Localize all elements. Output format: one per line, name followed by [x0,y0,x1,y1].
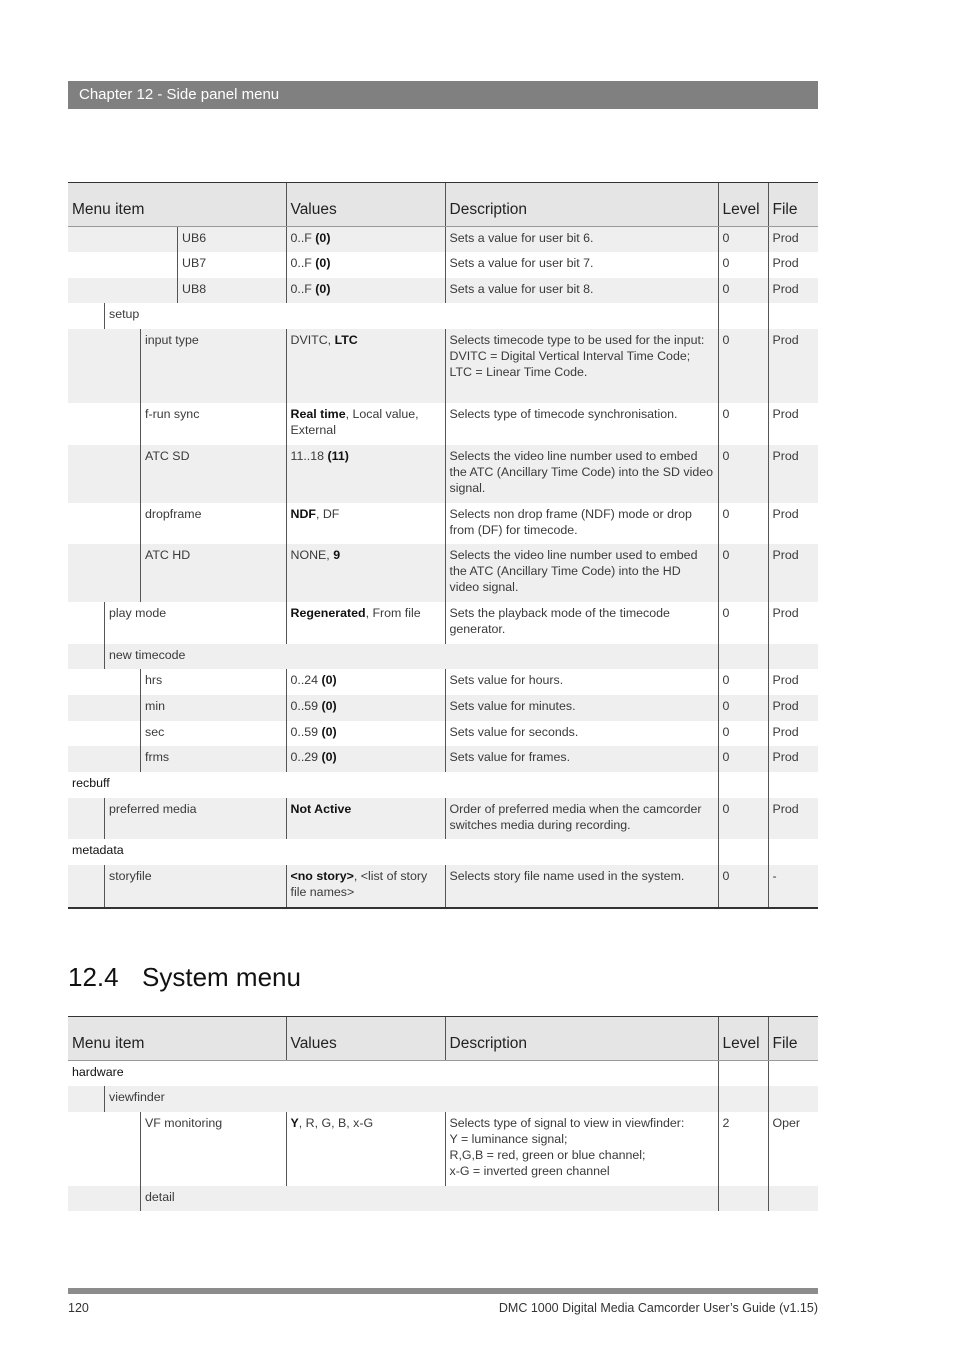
file-cell: Prod [768,695,818,721]
description-cell: Sets a value for user bit 6. [445,227,718,253]
table-row [68,669,818,695]
default-value: <no story> [290,869,354,883]
value-text: , Local value, External [290,407,419,437]
default-value: (0) [315,282,331,296]
menu-item-label: storyfile [104,865,286,907]
table-row [68,695,818,721]
values-cell [286,252,445,278]
menu-item-label: viewfinder [104,1086,286,1112]
menu-item-label: dropframe [140,503,286,544]
value-text: NONE, [290,548,334,562]
empty-cell [768,839,818,865]
menu-item-label: f-run sync [140,403,286,445]
empty-cell [286,772,718,798]
values-cell [286,278,445,303]
menu-item-label: min [140,695,286,721]
section-number: 12.4 [68,962,119,992]
default-value: NDF [290,507,316,521]
file-cell: Prod [768,544,818,602]
description-cell: Selects the video line number used to embed the ATC (Ancillary Time Code) into the SD video signal. [445,445,718,503]
values-cell [286,544,445,602]
level-cell: 0 [718,227,768,253]
menu-item-label: preferred media [104,798,286,839]
file-cell: - [768,865,818,908]
menu-item-label: new timecode [104,644,286,669]
description-cell: Selects type of signal to view in viewfinder: Y = luminance signal; R,G,B = red, green or blue channel; x-G = inverted green channel [445,1112,718,1186]
values-cell [286,721,445,746]
table-row [68,746,818,772]
description-cell: Sets a value for user bit 8. [445,278,718,303]
value-text: 11..18 [290,449,328,463]
col-header-values: Values [286,1017,445,1061]
section-title [68,962,301,993]
empty-cell [768,1186,818,1211]
description-cell: Selects story file name used in the system. [445,865,718,908]
col-header-values: Values [286,183,445,227]
file-cell: Prod [768,602,818,644]
level-cell: 0 [718,669,768,695]
menu-table-system [68,1016,818,1211]
table-row [68,602,818,644]
menu-table-timecode [68,182,818,909]
empty-cell [768,1086,818,1112]
table-row [68,772,818,798]
file-cell: Prod [768,278,818,303]
menu-item-label: hrs [140,669,286,695]
file-cell: Prod [768,227,818,253]
file-cell: Prod [768,503,818,544]
values-cell [286,669,445,695]
empty-cell [768,772,818,798]
level-cell: 0 [718,798,768,839]
default-value: (0) [321,699,337,713]
value-text: 0..F [290,282,316,296]
table-row [68,1112,818,1186]
menu-item-label: input type [140,329,286,403]
values-cell [286,329,445,403]
default-value: (0) [315,256,331,270]
table-row [68,445,818,503]
table-row [68,644,818,669]
document-title: DMC 1000 Digital Media Camcorder User’s Guide (v1.15) [498,1301,818,1315]
default-value: Not Active [290,802,352,816]
menu-item-label: sec [140,721,286,746]
table-row [68,503,818,544]
menu-item-label: ATC HD [140,544,286,602]
menu-item-label: metadata [72,843,124,857]
col-header-level: Level [718,183,768,227]
empty-cell [768,1061,818,1087]
empty-cell [286,1086,718,1112]
file-cell: Prod [768,329,818,403]
description-cell: Sets value for seconds. [445,721,718,746]
menu-item-label: setup [104,303,286,329]
menu-item-label: ATC SD [140,445,286,503]
description-cell: Selects timecode type to be used for the input: DVITC = Digital Vertical Interval Time Code; LTC = Linear Time Code. [445,329,718,403]
empty-cell [286,1186,718,1211]
level-cell: 0 [718,503,768,544]
level-cell: 0 [718,329,768,403]
table-body [68,227,818,909]
table-row [68,329,818,403]
level-cell: 2 [718,1112,768,1186]
empty-cell [768,303,818,329]
level-cell: 0 [718,544,768,602]
description-cell: Sets value for hours. [445,669,718,695]
level-cell: 0 [718,746,768,772]
values-cell [286,445,445,503]
menu-item-label: detail [140,1186,286,1211]
default-value: (11) [327,449,349,463]
value-text: 0..59 [290,699,322,713]
file-cell: Prod [768,403,818,445]
default-value: LTC [334,333,358,347]
file-cell: Prod [768,445,818,503]
values-cell [286,865,445,908]
file-cell: Prod [768,669,818,695]
file-cell: Prod [768,746,818,772]
empty-cell [718,1061,768,1087]
footer-rule [68,1288,818,1294]
table-row [68,227,818,253]
values-cell [286,227,445,253]
empty-cell [718,644,768,669]
values-cell [286,695,445,721]
table-row [68,839,818,865]
level-cell: 0 [718,721,768,746]
menu-item-label: VF monitoring [140,1112,286,1186]
level-cell: 0 [718,445,768,503]
file-cell: Prod [768,252,818,278]
description-cell: Selects type of timecode synchronisation. [445,403,718,445]
table-body [68,1061,818,1212]
table-row [68,1086,818,1112]
empty-cell [718,1186,768,1211]
menu-item-label: UB6 [177,227,286,252]
page-number: 120 [68,1301,89,1315]
table-row [68,278,818,303]
value-text: 0..59 [290,725,322,739]
description-cell: Sets the playback mode of the timecode generator. [445,602,718,644]
file-cell: Oper [768,1112,818,1186]
default-value: Real time [290,407,346,421]
table-row [68,1061,818,1087]
value-text: , <list of story file names> [290,869,428,899]
menu-item-label: recbuff [72,776,110,790]
empty-cell [718,1086,768,1112]
empty-cell [718,772,768,798]
col-header-description: Description [445,1017,718,1061]
description-cell: Selects non drop frame (NDF) mode or drop from (DF) for timecode. [445,503,718,544]
empty-cell [286,303,718,329]
value-text: 0..F [290,256,316,270]
default-value: (0) [315,231,331,245]
table-row [68,798,818,839]
table-row [68,252,818,278]
empty-cell [718,303,768,329]
empty-cell [768,644,818,669]
col-header-menu-item: Menu item [68,1017,286,1061]
level-cell: 0 [718,602,768,644]
menu-item-label: hardware [72,1065,124,1079]
values-cell [286,1112,445,1186]
default-value: (0) [321,725,337,739]
values-cell [286,798,445,839]
description-cell: Selects the video line number used to embed the ATC (Ancillary Time Code) into the HD video signal. [445,544,718,602]
default-value: Regenerated [290,606,366,620]
description-cell: Order of preferred media when the camcorder switches media during recording. [445,798,718,839]
level-cell: 0 [718,278,768,303]
file-cell: Prod [768,798,818,839]
description-cell: Sets value for minutes. [445,695,718,721]
level-cell: 0 [718,252,768,278]
table-row [68,865,818,908]
empty-cell [718,839,768,865]
file-cell: Prod [768,721,818,746]
col-header-level: Level [718,1017,768,1061]
col-header-file: File [768,1017,818,1061]
table-row [68,303,818,329]
empty-cell [286,644,718,669]
menu-item-label: play mode [104,602,286,644]
values-cell [286,503,445,544]
value-text: , R, G, B, x-G [298,1116,374,1130]
menu-item-label: UB7 [177,252,286,278]
value-text: 0..29 [290,750,322,764]
values-cell [286,746,445,772]
values-cell [286,403,445,445]
col-header-file: File [768,183,818,227]
default-value: (0) [321,750,337,764]
level-cell: 0 [718,865,768,908]
default-value: 9 [333,548,341,562]
table-row [68,1186,818,1211]
description-cell: Sets value for frames. [445,746,718,772]
default-value: Y [290,1116,299,1130]
value-text: 0..24 [290,673,322,687]
level-cell: 0 [718,695,768,721]
col-header-description: Description [445,183,718,227]
level-cell: 0 [718,403,768,445]
value-text: , DF [315,507,340,521]
table-row [68,403,818,445]
menu-item-label: frms [140,746,286,772]
section-title-text: System menu [142,962,301,992]
menu-item-label: UB8 [177,278,286,303]
empty-cell [286,1061,718,1087]
default-value: (0) [321,673,337,687]
value-text: 0..F [290,231,316,245]
table-row [68,721,818,746]
table-row [68,544,818,602]
description-cell: Sets a value for user bit 7. [445,252,718,278]
values-cell [286,602,445,644]
chapter-header: Chapter 12 - Side panel menu [68,81,818,109]
value-text: DVITC, [290,333,335,347]
empty-cell [286,839,718,865]
value-text: , From file [365,606,421,620]
col-header-menu-item: Menu item [68,183,286,227]
